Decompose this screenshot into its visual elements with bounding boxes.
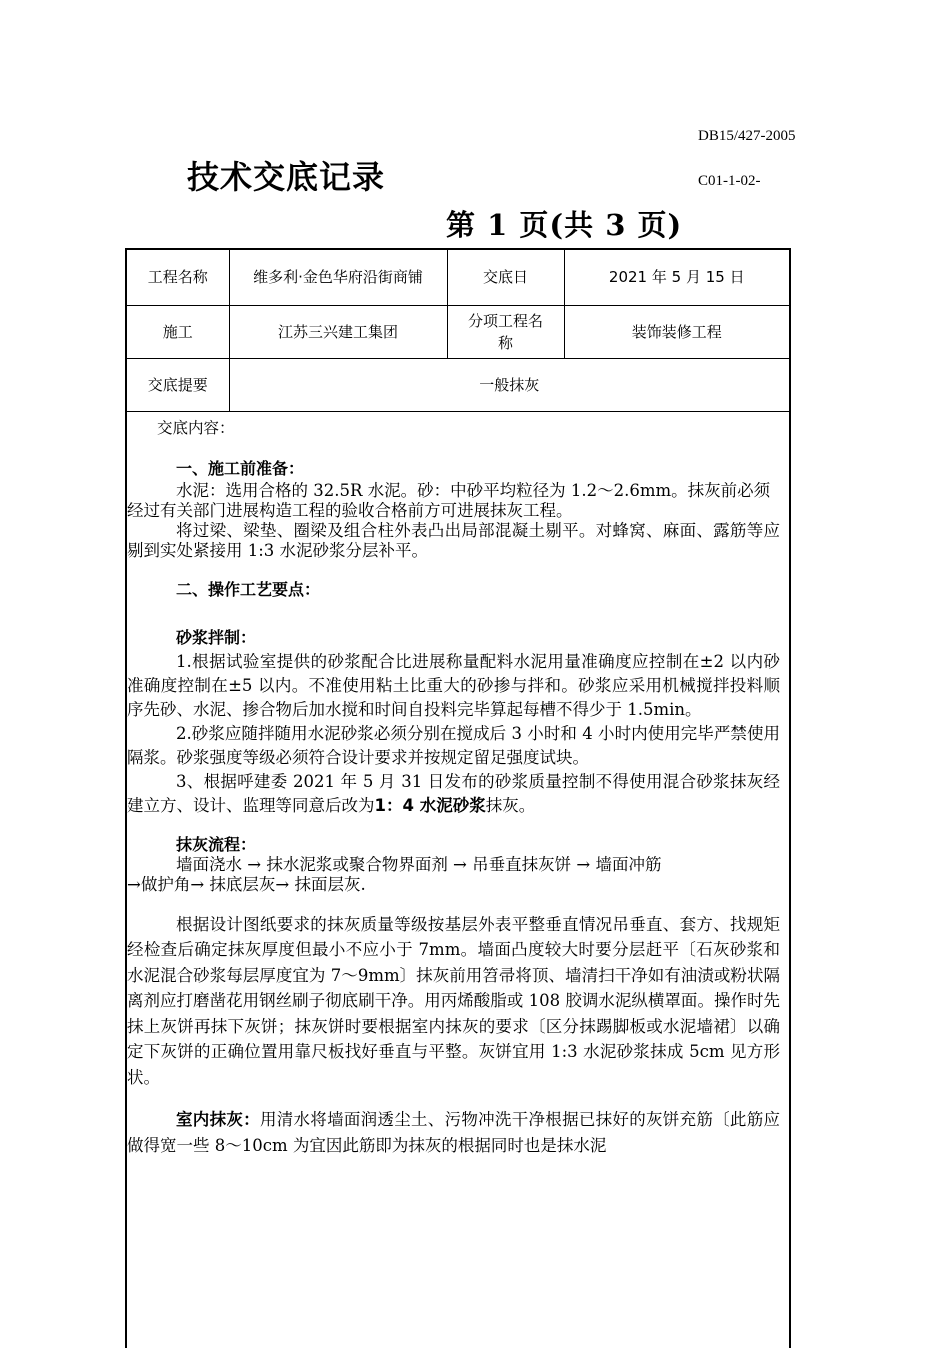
summary-value: 一般抹灰 — [229, 358, 789, 411]
construction-label: 施工 — [127, 305, 229, 358]
section-2-title: 二、操作工艺要点： — [176, 579, 321, 599]
page-indicator: 第 1 页(共 3 页) — [446, 208, 683, 242]
indoor-text: 用清水将墙面润透尘土、污物冲洗干净根据已抹好的灰饼充筋〔此筋应做得宽一些 8～10cm 为宜因此筋即为抹灰的根据同时也是抹水泥 — [127, 1110, 781, 1155]
section-1-paragraph-2: 将过梁、梁垫、圈梁及组合柱外表凸出局部混凝土剔平。对蜂窝、麻面、露筋等应剔到实处紧接用 1:3 水泥砂浆分层补平。 — [127, 520, 780, 560]
project-name-label: 工程名称 — [127, 250, 229, 305]
document-title: 技术交底记录 — [187, 158, 386, 196]
mortar-ratio-emphasis: 1：4 水泥砂浆 — [374, 795, 486, 815]
mortar-title: 砂浆拌制： — [176, 627, 257, 647]
mortar-paragraph-2: 2.砂浆应随拌随用水泥砂浆必须分别在搅成后 3 小时和 4 小时内使用完毕严禁使用隔浆。砂浆强度等级必须符合设计要求并按规定留足强度试块。 — [127, 723, 780, 767]
info-row-project — [127, 250, 789, 305]
indoor-title: 室内抹灰： — [176, 1110, 260, 1129]
flow-line-2: →做护角→ 抹底层灰→ 抹面层灰. — [127, 874, 366, 894]
section-1-title: 一、施工前准备： — [176, 458, 305, 478]
indoor-paragraph — [127, 1107, 780, 1158]
construction-value: 江苏三兴建工集团 — [229, 305, 447, 358]
subproject-label: 分项工程名称 — [447, 305, 564, 358]
mortar-paragraph-3 — [127, 770, 780, 818]
record-sheet — [125, 248, 791, 1348]
info-row-summary — [127, 358, 789, 411]
mortar-paragraph-3-text: 3、根据呼建委 2021 年 5 月 31 日发布的砂浆质量控制不得使用混合砂浆抹灰经建立方、设计、监理等同意后改为 — [127, 771, 780, 815]
mortar-paragraph-3-end: 抹灰。 — [485, 795, 536, 815]
section-1-paragraph-1: 水泥：选用合格的 32.5R 水泥。砂：中砂平均粒径为 1.2～2.6mm。抹灰前必须经过有关部门进展构造工程的验收合格前方可进展抹灰工程。 — [127, 480, 771, 520]
subproject-value: 装饰装修工程 — [564, 305, 789, 358]
info-row-construction — [127, 305, 789, 358]
info-table — [127, 250, 789, 412]
project-name-value: 维多利·金色华府沿街商铺 — [229, 250, 447, 305]
disclosure-content — [127, 416, 789, 1159]
content-intro: 交底内容： — [157, 418, 235, 437]
date-value: 2021 年 5 月 15 日 — [564, 250, 789, 305]
mortar-paragraph-1: 1.根据试验室提供的砂浆配合比进展称量配料水泥用量准确度应控制在±2 以内砂准确度控制在±5 以内。不准使用粘土比重大的砂掺与拌和。砂浆应采用机械搅拌投料顺序先砂、水泥、掺合物后加水搅和时间自投料完毕算起每槽不得少于 1.5min。 — [127, 651, 780, 719]
flow-line-1: 墙面浇水 → 抹水泥浆或聚合物界面剂 → 吊垂直抹灰饼 → 墙面冲筋 — [176, 854, 662, 874]
flow-title: 抹灰流程： — [176, 834, 257, 854]
form-code: C01-1-02- — [698, 173, 761, 189]
standard-number: DB15/427-2005 — [698, 128, 796, 144]
summary-label: 交底提要 — [127, 358, 229, 411]
flow-paragraph: 根据设计图纸要求的抹灰质量等级按基层外表平整垂直情况吊垂直、套方、找规矩经检查后确定抹灰厚度但最小不应小于 7mm。墙面凸度较大时要分层赶平〔石灰砂浆和水泥混合砂浆每层厚度宜为 7～9mm〕抹灰前用笤帚将顶、墙清扫干净如有油渍或粉状隔离剂应打磨凿花用钢丝刷子彻底刷干净。用丙烯酸脂或 108 胶调水泥纵横罩面。操作时先抹上灰饼再抹下灰饼；抹灰饼时要根据室内抹灰的要求〔区分抹踢脚板或水泥墙裙〕以确定下灰饼的正确位置用靠尺板找好垂直与平整。灰饼宜用 1:3 水泥砂浆抹成 5cm 见方形状。 — [127, 914, 780, 1087]
date-label: 交底日 — [447, 250, 564, 305]
